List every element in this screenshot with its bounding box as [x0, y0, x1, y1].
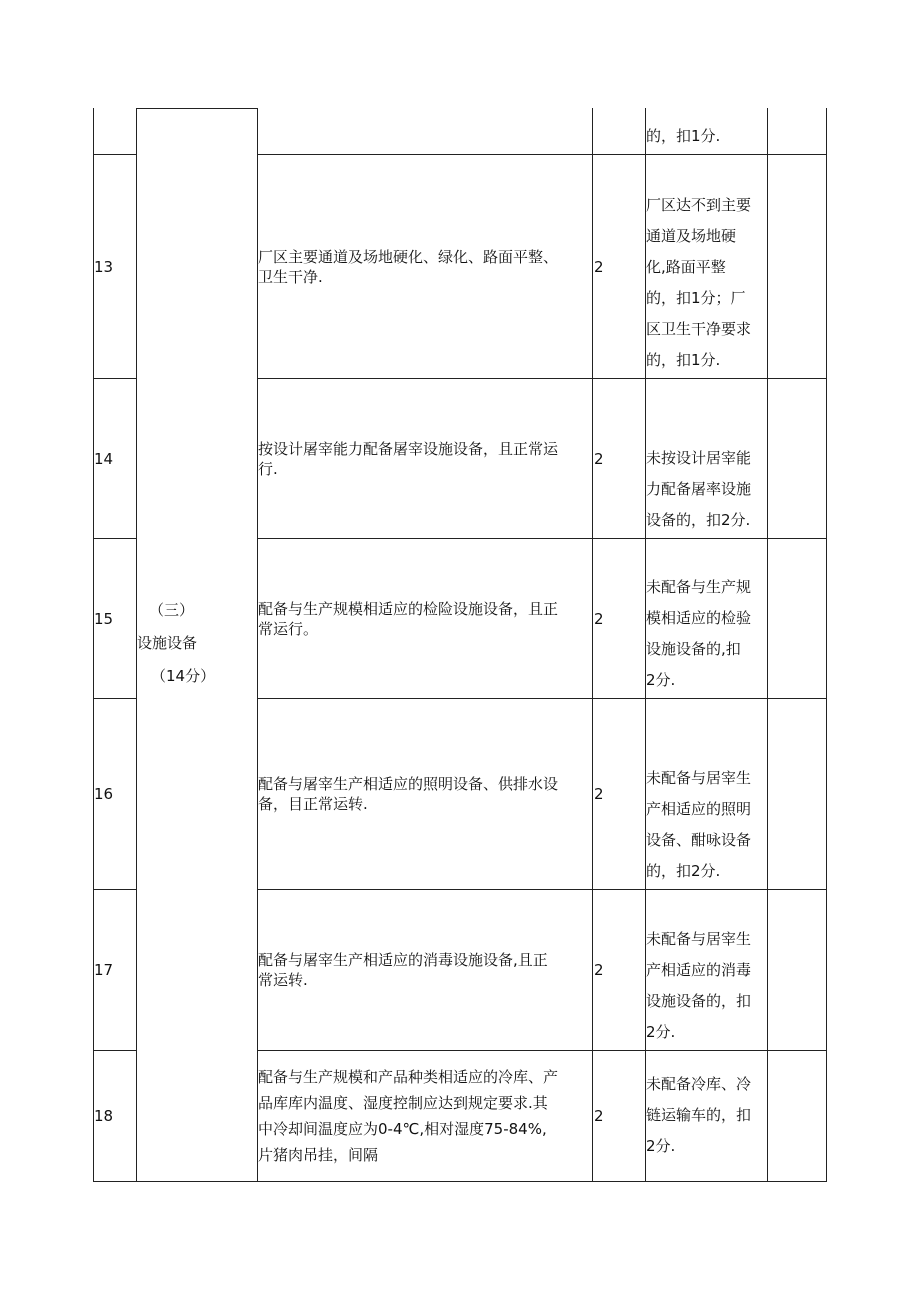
row-number: 16 — [94, 785, 114, 803]
requirement-text: 配备与屠宰生产相适应的照明设备、供排水设 备，目正常运转. — [258, 775, 559, 813]
requirement-text: 配备与生产规模相适应的检险设施设备，且正 常运行。 — [258, 599, 559, 638]
score-cell: 2 — [594, 1107, 604, 1125]
deduction-cell — [646, 379, 768, 538]
score-cell: 2 — [594, 449, 604, 468]
requirement-text: 厂区主要通道及场地硬化、绿化、路面平整、 卫生干净. — [258, 247, 559, 286]
score-cell: 2 — [594, 961, 604, 979]
deduction-text: 未按设计居宰能 力配备屠率设施 设备的，扣2分. — [646, 449, 752, 529]
requirement-cell — [258, 379, 592, 538]
row-number: 15 — [94, 609, 114, 628]
score-cell: 2 — [594, 609, 604, 628]
deduction-text: 未配备与居宰生 产相适应的消毒 设施设备的，扣 2分. — [646, 930, 752, 1041]
column-divider-requirement — [592, 108, 593, 1182]
row-number: 14 — [94, 449, 114, 468]
requirement-cell — [258, 699, 592, 889]
table-bottom-border — [93, 1181, 827, 1182]
deduction-cell — [646, 890, 768, 1050]
deduction-text: 厂区达不到主要 通道及场地硬 化,路面平整 的，扣1分；厂 区卫生干净要求 的，扣1分. — [646, 196, 752, 369]
requirement-cell — [258, 155, 592, 378]
requirement-cell — [258, 539, 592, 698]
table-border-right — [826, 108, 827, 1182]
row-number: 13 — [94, 257, 114, 276]
category-label-line3: （14分） — [151, 667, 216, 685]
deduction-cell — [646, 1051, 768, 1181]
row-number: 17 — [94, 961, 114, 979]
score-cell: 2 — [594, 257, 604, 276]
deduction-cell — [646, 155, 768, 378]
deduction-text: 的，扣1分. — [646, 127, 721, 145]
category-top-border — [136, 108, 258, 109]
deduction-text: 未配备与生产规 模相适应的检验 设施设备的,扣 2分. — [646, 578, 752, 689]
deduction-cell — [646, 699, 768, 889]
row-number: 18 — [94, 1107, 114, 1125]
category-cell — [137, 594, 257, 693]
score-cell: 2 — [594, 785, 604, 803]
deduction-cell — [646, 110, 768, 154]
deduction-text: 未配备与居宰生 产相适应的照明 设备、酣咏设备 的，扣2分. — [646, 769, 752, 880]
requirement-text: 配备与屠宰生产相适应的消毒设施设备,且正 常运转. — [258, 951, 548, 989]
deduction-cell — [646, 539, 768, 698]
requirement-cell — [258, 890, 592, 1050]
requirement-cell — [258, 1051, 592, 1181]
category-label-line1: （三） — [149, 601, 195, 619]
deduction-text: 未配备冷库、冷 链运输车的，扣 2分. — [646, 1074, 752, 1155]
category-label-line2: 设施设备 — [137, 634, 198, 652]
requirement-text: 配备与生产规模和产品种类相适应的冷库、产 品库库内温度、湿度控制应达到规定要求.其 中冷却间温度应为0-4℃,相对湿度75-84%, 片猪肉吊挂，间隔 — [258, 1068, 559, 1164]
requirement-text: 按设计屠宰能力配备屠宰设施设备，且正常运 行. — [258, 439, 559, 478]
